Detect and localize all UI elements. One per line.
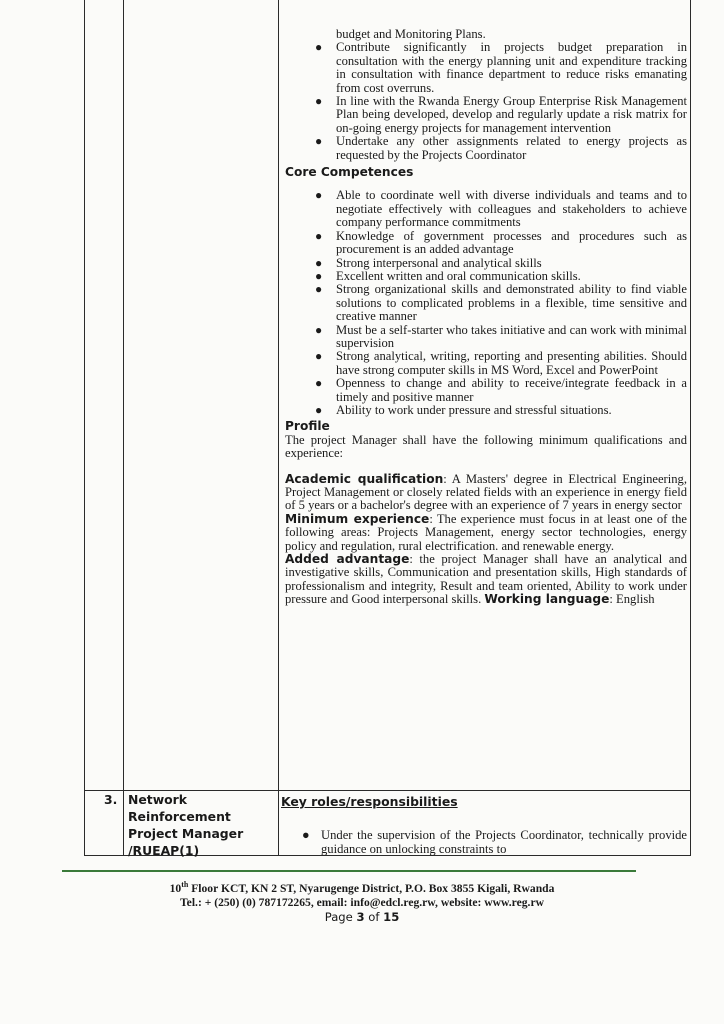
list-item: budget and Monitoring Plans. [336,27,486,41]
bullet-icon: ● [315,40,323,55]
responsibilities-continuation [285,28,687,162]
page-number: Page 3 of 15 [324,909,400,924]
key-roles-list [285,828,687,856]
bullet-icon: ● [315,134,323,149]
list-item: ● Contribute significantly in projects budget preparation in consultation with the energy planning unit and expenditure tracking in consultation with finance department to reduce risks emanating from cost overruns. [315,40,687,95]
experience-label: Minimum experience [285,511,430,526]
bullet-icon: ● [315,228,323,243]
language-text: : English [609,592,655,607]
advantage-text: : the project Manager shall have an analytical and investigative skills, Communication and presentation skills, High standards of professionalism and integrity, Result and team oriented, Ability to work under pressure and Good interpersonal skills. [285,552,687,607]
language-label: Working language [484,592,610,607]
page-footer [0,878,724,924]
key-roles-heading: Key roles/responsibilities [281,794,458,809]
bullet-icon: ● [315,282,323,297]
list-item: ● Knowledge of government processes and procedures such as procurement is an added advantage [315,228,687,257]
core-competences-heading: Core Competences [285,165,414,180]
list-item: ● Openness to change and ability to receive/integrate feedback in a timely and positive manner [315,376,687,404]
bullet-icon: ● [315,94,323,109]
bullet-icon: ● [315,349,323,364]
row-number: 3. [104,792,118,807]
bullet-icon: ● [315,402,323,417]
footer-rule [62,870,636,872]
bullet-icon: ● [315,376,323,391]
advantage-label: Added advantage [285,552,410,567]
list-item: ● Excellent written and oral communication skills. [315,268,581,283]
position-title: Network Reinforcement Project Manager /RUEAP(1) [128,792,244,858]
table-divider-2 [278,0,279,856]
academic-label: Academic qualification [285,471,444,486]
academic-text: : A Masters' degree in Electrical Engineering, Project Management or closely related fields with an experience in energy field of 5 years or a bachelor's degree with an experience of 7 years in energy sector [285,471,687,513]
bullet-icon: ● [315,268,323,283]
role-description-cell [285,28,687,607]
table-border-right [690,0,691,856]
profile-intro: The project Manager shall have the following minimum qualifications and experience: [285,432,687,461]
bullet-icon: ● [315,322,323,337]
minimum-experience [285,513,687,553]
added-advantage [285,553,687,607]
profile-heading: Profile [285,419,330,434]
list-item: ● In line with the Rwanda Energy Group Enterprise Risk Management Plan being developed, develop and regularly update a risk matrix for on-going energy projects for management intervention [315,94,687,135]
experience-text: : The experience must focus in at least one of the following areas: Projects Management, energy sector technologies, energy policy and regulation, rural electrification. and renewable energy. [285,511,687,553]
table-divider-1 [123,0,124,856]
list-item: ● Undertake any other assignments related to energy projects as requested by the Projects Coordinator [315,134,687,162]
list-item: ● Strong organizational skills and demonstrated ability to find viable solutions to complicated problems in a flexible, time sensitive and creative manner [315,282,687,324]
footer-contact: Tel.: + (250) (0) 787172265, email: info@edcl.reg.rw, website: www.reg.rw [180,895,544,909]
table-border-left [84,0,85,856]
list-item: ● Strong analytical, writing, reporting and presenting abilities. Should have strong computer skills in MS Word, Excel and PowerPoint [315,349,687,377]
list-item: ● Ability to work under pressure and stressful situations. [315,402,612,417]
bullet-icon: ● [315,255,323,270]
footer-address: 10th Floor KCT, KN 2 ST, Nyarugenge District, P.O. Box 3855 Kigali, Rwanda [169,880,555,895]
list-item: ● Able to coordinate well with diverse individuals and teams and to negotiate effectively with colleagues and stakeholders to achieve company performance commitments [315,188,687,230]
bullet-icon: ● [315,188,323,203]
academic-qualification [285,473,687,513]
bullet-icon: ● [302,828,310,842]
list-item: ● Under the supervision of the Projects Coordinator, technically provide guidance on unlocking constraints to [302,828,687,856]
list-item: ● Strong interpersonal and analytical skills [315,255,542,270]
list-item: ● Must be a self-starter who takes initiative and can work with minimal supervision [315,322,687,350]
core-competences-list [285,189,687,417]
